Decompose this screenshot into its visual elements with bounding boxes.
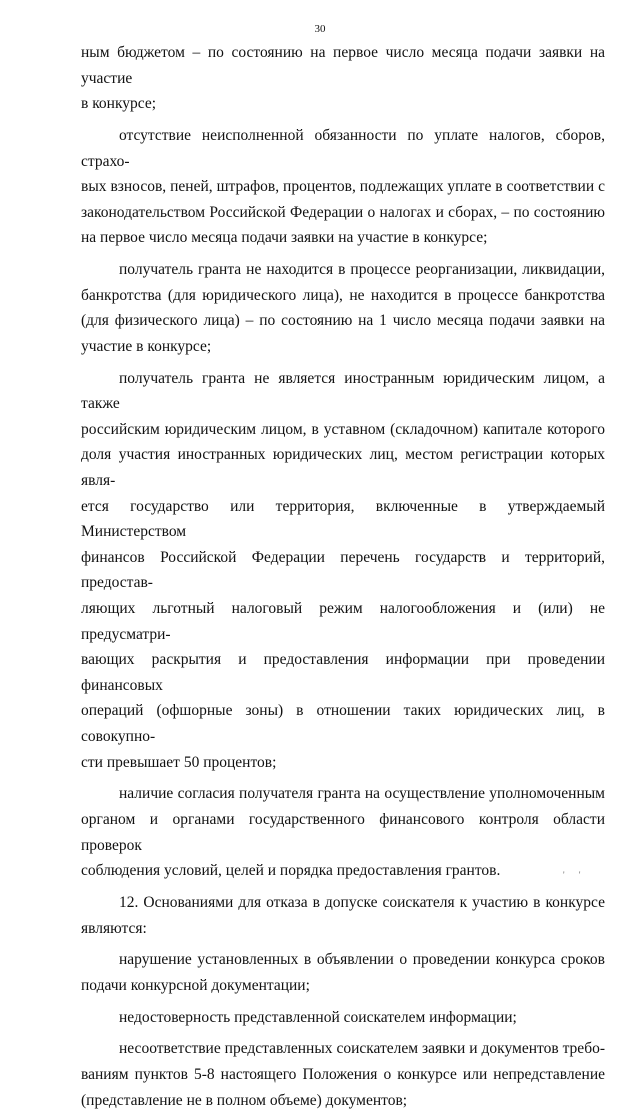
page-number: 30 xyxy=(314,23,326,35)
text-line: участие в конкурсе; xyxy=(81,337,212,355)
text-line: соблюдения условий, целей и порядка предоставления грантов. xyxy=(81,862,501,880)
text-line: доля участия иностранных юридических лиц, местом регистрации которых явля- xyxy=(81,446,605,490)
text-line: российским юридическим лицом, в уставном (складочном) капитале которого xyxy=(81,420,605,438)
text-line: (для физического лица) – по состоянию на 1 число месяца подачи заявки на xyxy=(81,312,605,330)
text-line: вых взносов, пеней, штрафов, процентов, подлежащих уплате в соответствии с xyxy=(81,178,605,196)
text-line: ляющих льготный налоговый режим налогообложения и (или) не предусматри- xyxy=(81,600,605,643)
text-line: сти превышает 50 процентов; xyxy=(81,753,277,771)
text-line: ным бюджетом – по состоянию на первое число месяца подачи заявки на участие xyxy=(81,44,605,87)
text-line: вающих раскрытия и предоставления информации при проведении финансовых xyxy=(81,651,605,694)
document-body xyxy=(81,40,605,1113)
text-line: в конкурсе; xyxy=(81,95,157,113)
text-line: органом и органами государственного финансового контроля области проверок xyxy=(81,810,605,854)
text-line: банкротства (для юридического лица), не находится в процессе банкротства xyxy=(81,286,605,304)
text-line: несоответствие представленных соискателем заявки и документов требо- xyxy=(119,1040,605,1058)
text-line: отсутствие неисполненной обязанности по уплате налогов, сборов, страхо- xyxy=(81,126,605,170)
text-line: 12. Основаниями для отказа в допуске соискателя к участию в конкурсе xyxy=(119,893,605,911)
text-line: операций (офшорные зоны) в отношении таких юридических лиц, в совокупно- xyxy=(81,702,605,745)
text-line: на первое число месяца подачи заявки на участие в конкурсе; xyxy=(81,229,488,247)
scan-marks: ' ' xyxy=(563,870,587,880)
text-line: нарушение установленных в объявлении о проведении конкурса сроков xyxy=(119,951,605,969)
text-line: ваниям пунктов 5-8 настоящего Положения о конкурсе или непредставление xyxy=(81,1066,605,1084)
text-line: законодательством Российской Федерации о налогах и сборах, – по состоянию xyxy=(81,203,605,221)
text-line: являются: xyxy=(81,919,147,937)
text-line: получатель гранта не находится в процессе реорганизации, ликвидации, xyxy=(119,261,605,279)
text-line: недостоверность представленной соискателем информации; xyxy=(119,1008,517,1026)
text-line: наличие согласия получателя гранта на осуществление уполномоченным xyxy=(119,785,605,803)
text-line: ется государство или территория, включенные в утверждаемый Министерством xyxy=(81,497,605,541)
text-line: финансов Российской Федерации перечень государств и территорий, предостав- xyxy=(81,548,605,592)
text-line: подачи конкурсной документации; xyxy=(81,976,310,994)
text-line: получатель гранта не является иностранным юридическим лицом, а также xyxy=(81,369,605,413)
text-line: (представление не в полном объеме) документов; xyxy=(81,1091,408,1109)
